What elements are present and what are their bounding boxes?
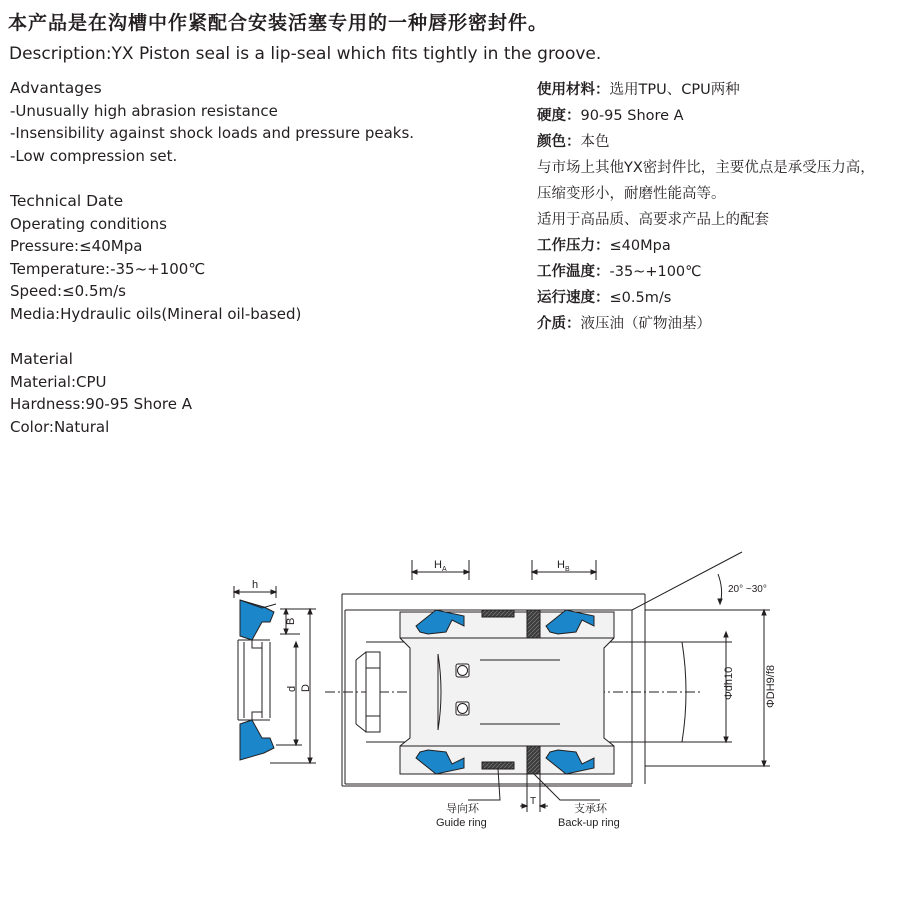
technical-item: Operating conditions bbox=[10, 214, 167, 233]
cn-spec-row: 介质：液压油（矿物油基） bbox=[537, 316, 711, 332]
label-D: D bbox=[300, 684, 312, 692]
guide-ring-en: Guide ring bbox=[436, 817, 487, 829]
label-T: T bbox=[530, 796, 537, 807]
material-item: Material:CPU bbox=[10, 372, 107, 391]
material-item: Color:Natural bbox=[10, 417, 110, 436]
cn-spec-row: 工作压力：≤40Mpa bbox=[537, 238, 671, 254]
label-dh: Φdh10 bbox=[723, 666, 735, 700]
page-title-cn: 本产品是在沟槽中作紧配合安装活塞专用的一种唇形密封件。 bbox=[8, 12, 549, 34]
cn-spec-row: 与市场上其他YX密封件比，主要优点是承受压力高， bbox=[537, 160, 875, 176]
cn-spec-row: 适用于高品质、高要求产品上的配套 bbox=[537, 212, 769, 228]
technical-heading: Technical Date bbox=[10, 191, 124, 210]
seal-lip-bottom bbox=[240, 720, 274, 760]
advantage-item: -Insensibility against shock loads and pressure peaks. bbox=[10, 124, 415, 143]
piston-assembly-view bbox=[325, 552, 770, 812]
label-d: d bbox=[286, 685, 298, 692]
technical-item: Speed:≤0.5m/s bbox=[10, 282, 126, 301]
advantage-item: -Low compression set. bbox=[10, 146, 178, 165]
label-DH: ΦDH9/f8 bbox=[765, 664, 777, 708]
description: Description:YX Piston seal is a lip-seal which fits tightly in the groove. bbox=[9, 44, 602, 64]
cn-spec-row: 颜色：本色 bbox=[537, 134, 610, 150]
material-heading: Material bbox=[10, 350, 73, 369]
label-HB: $H_B$ bbox=[557, 559, 570, 573]
technical-item: Pressure:≤40Mpa bbox=[10, 237, 143, 256]
advantage-item: -Unusually high abrasion resistance bbox=[10, 101, 278, 120]
seal-section-view bbox=[234, 586, 316, 763]
cn-spec-row: 压缩变形小，耐磨性能高等。 bbox=[537, 186, 726, 202]
cn-spec-row: 工作温度：-35~+100℃ bbox=[537, 264, 702, 280]
backup-ring-en: Back-up ring bbox=[558, 817, 620, 829]
label-h: h bbox=[252, 579, 259, 591]
technical-item: Media:Hydraulic oils(Mineral oil-based) bbox=[10, 304, 302, 323]
cn-spec-row: 运行速度：≤0.5m/s bbox=[537, 290, 672, 306]
label-HA: $H_A$ bbox=[434, 559, 447, 573]
label-angle: 20° ~30° bbox=[728, 584, 767, 595]
cn-spec-row: 硬度：90-95 Shore A bbox=[537, 108, 684, 124]
advantages-heading: Advantages bbox=[10, 79, 102, 97]
label-B: B bbox=[285, 617, 297, 625]
material-item: Hardness:90-95 Shore A bbox=[10, 395, 192, 414]
cn-spec-row: 使用材料：选用TPU、CPU两种 bbox=[537, 82, 740, 98]
backup-ring-cn: 支承环 bbox=[574, 803, 607, 815]
guide-ring-cn: 导向环 bbox=[446, 803, 479, 815]
technical-item: Temperature:-35~+100℃ bbox=[10, 259, 206, 278]
